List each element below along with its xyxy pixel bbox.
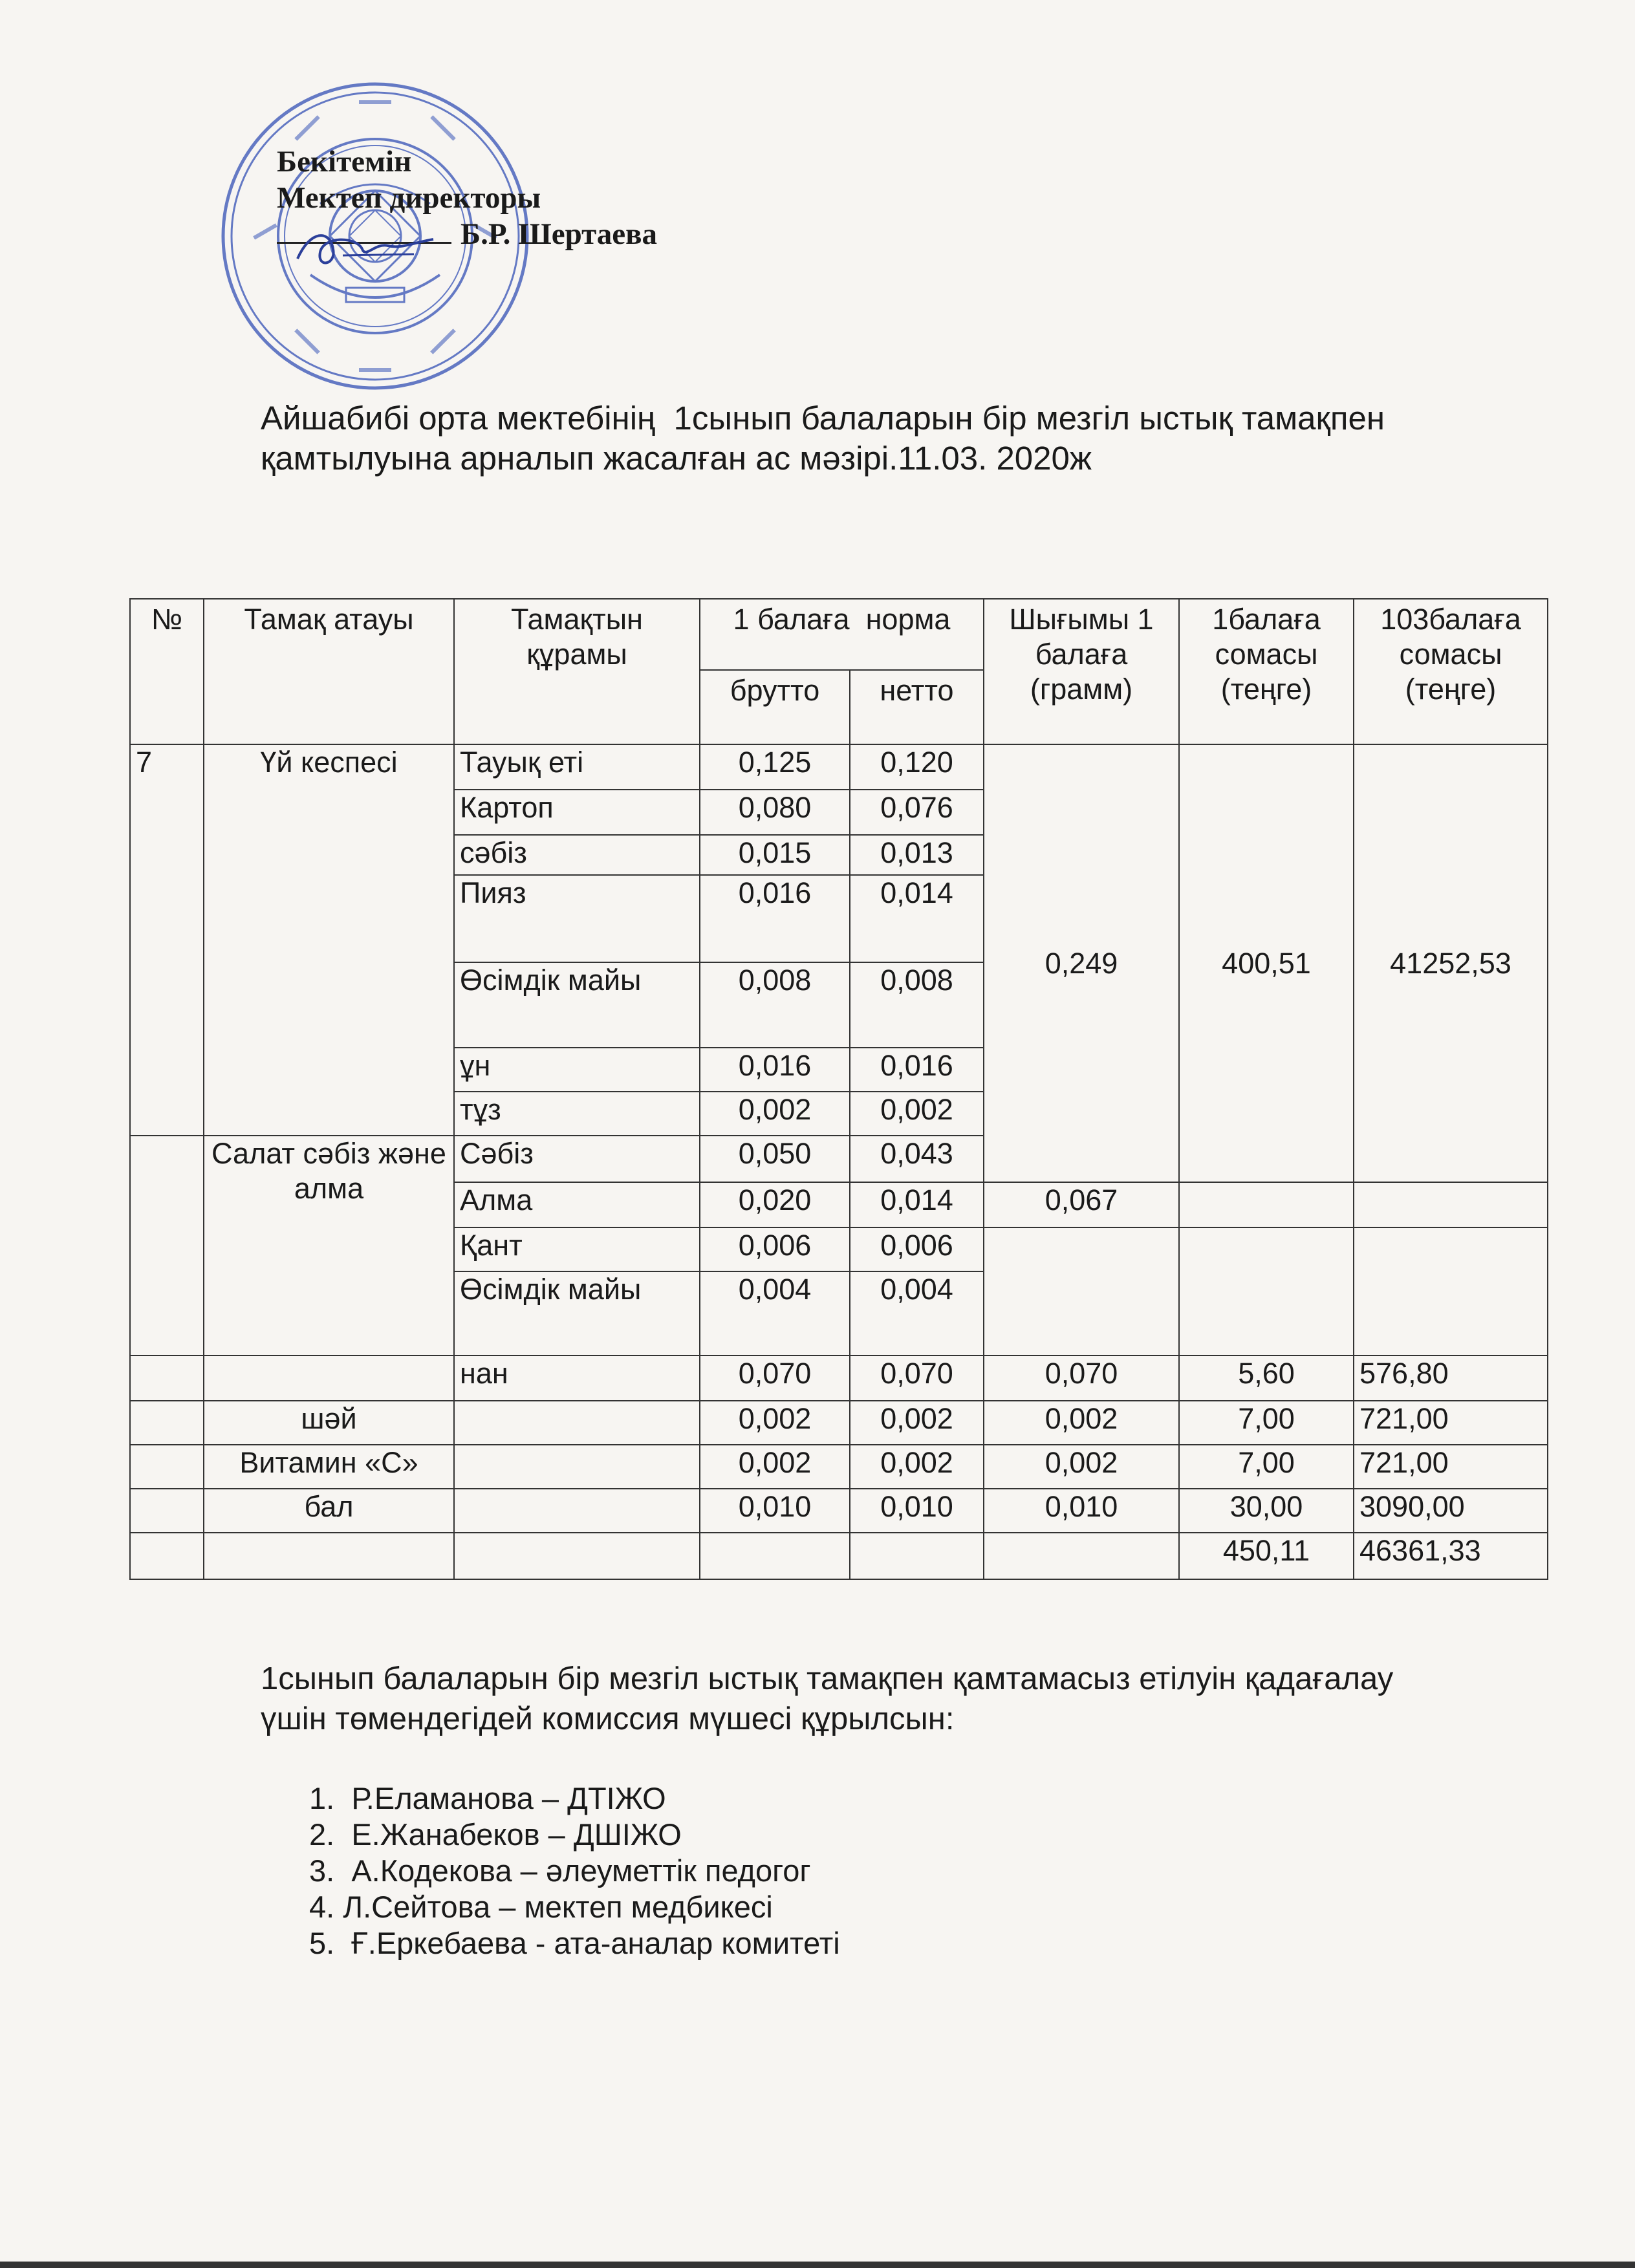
ingredient-name: тұз — [454, 1092, 700, 1136]
ingredient-name — [454, 1489, 700, 1533]
row-number-empty — [130, 1489, 204, 1533]
row-number-empty — [130, 1401, 204, 1445]
netto-value: 0,008 — [850, 962, 984, 1048]
cost1-empty — [1179, 1227, 1354, 1355]
header-output: Шығымы 1 балаға (грамм) — [984, 599, 1179, 744]
output-value: 0,010 — [984, 1489, 1179, 1533]
brutto-value: 0,080 — [700, 790, 850, 835]
brutto-value: 0,002 — [700, 1092, 850, 1136]
ingredient-name: Өсімдік майы — [454, 1271, 700, 1355]
list-item: 4. Л.Сейтова – мектеп медбикесі — [309, 1890, 773, 1924]
ingredient-name — [454, 1445, 700, 1489]
output-value: 0,002 — [984, 1445, 1179, 1489]
ingredient-name: нан — [454, 1355, 700, 1401]
menu-table — [129, 598, 1548, 1580]
total-empty — [984, 1533, 1179, 1579]
ingredient-name: Пияз — [454, 875, 700, 962]
cost103-value: 3090,00 — [1354, 1489, 1548, 1533]
table-row — [130, 1401, 1548, 1445]
brutto-value: 0,004 — [700, 1271, 850, 1355]
table-row — [130, 744, 1548, 790]
header-cost1: 1балаға сомасы (теңге) — [1179, 599, 1354, 744]
header-row — [130, 599, 1548, 670]
total-cost1: 450,11 — [1179, 1533, 1354, 1579]
cost103-value: 721,00 — [1354, 1401, 1548, 1445]
title-line-1: Айшабибі орта мектебінің 1сынып балаларын бір мезгіл ыстық тамақпен — [261, 400, 1385, 437]
total-empty — [700, 1533, 850, 1579]
netto-value: 0,002 — [850, 1445, 984, 1489]
total-row — [130, 1533, 1548, 1579]
netto-value: 0,002 — [850, 1092, 984, 1136]
total-empty — [454, 1533, 700, 1579]
dish-name: шәй — [204, 1401, 454, 1445]
director-signature — [285, 223, 446, 275]
total-empty — [850, 1533, 984, 1579]
cost1-value: 30,00 — [1179, 1489, 1354, 1533]
ingredient-name — [454, 1401, 700, 1445]
row-number-empty — [130, 1355, 204, 1401]
netto-value: 0,120 — [850, 744, 984, 790]
cost1-value: 5,60 — [1179, 1355, 1354, 1401]
list-item: 2. Е.Жанабеков – ДШІЖО — [309, 1817, 682, 1852]
list-item: 5. Ғ.Еркебаева - ата-аналар комитеті — [309, 1926, 840, 1960]
cost1-value: 400,51 — [1179, 744, 1354, 1182]
ingredient-name: сәбіз — [454, 835, 700, 875]
brutto-value: 0,008 — [700, 962, 850, 1048]
netto-value: 0,014 — [850, 875, 984, 962]
header-norm: 1 балаға норма — [700, 599, 984, 670]
document-title — [261, 398, 1489, 479]
scan-edge — [0, 2262, 1635, 2268]
list-item: 3. А.Кодекова – әлеуметтік педогог — [309, 1853, 811, 1888]
total-empty — [130, 1533, 204, 1579]
ingredient-name: Қант — [454, 1227, 700, 1271]
table-row — [130, 1489, 1548, 1533]
cost1-value: 7,00 — [1179, 1445, 1354, 1489]
row-number: 7 — [130, 744, 204, 1136]
brutto-value: 0,010 — [700, 1489, 850, 1533]
intro-line-2: үшін төмендегідей комиссия мүшесі құрылсын: — [261, 1701, 955, 1736]
output-empty — [984, 1227, 1179, 1355]
brutto-value: 0,070 — [700, 1355, 850, 1401]
ingredient-name: Алма — [454, 1182, 700, 1227]
brutto-value: 0,016 — [700, 875, 850, 962]
cost1-value: 7,00 — [1179, 1401, 1354, 1445]
row-number-empty — [130, 1445, 204, 1489]
output-value: 0,070 — [984, 1355, 1179, 1401]
ingredient-name: Өсімдік майы — [454, 962, 700, 1048]
approval-heading: Бекітемін — [277, 145, 412, 178]
header-dish: Тамақ атауы — [204, 599, 454, 744]
row-number-empty — [130, 1136, 204, 1355]
table-row — [130, 1355, 1548, 1401]
total-cost103: 46361,33 — [1354, 1533, 1548, 1579]
brutto-value: 0,020 — [700, 1182, 850, 1227]
dish-name: Үй кеспесі — [204, 744, 454, 1136]
header-cost103: 103балаға сомасы (теңге) — [1354, 599, 1548, 744]
commission-intro — [261, 1659, 1541, 1739]
netto-value: 0,013 — [850, 835, 984, 875]
header-no: № — [130, 599, 204, 744]
cost1-empty — [1179, 1182, 1354, 1227]
cost103-value: 721,00 — [1354, 1445, 1548, 1489]
netto-value: 0,002 — [850, 1401, 984, 1445]
cost103-value: 41252,53 — [1354, 744, 1548, 1182]
cost103-empty — [1354, 1227, 1548, 1355]
ingredient-name: Картоп — [454, 790, 700, 835]
approval-position: Мектеп директоры — [277, 181, 541, 215]
brutto-value: 0,015 — [700, 835, 850, 875]
table-row — [130, 1445, 1548, 1489]
total-empty — [204, 1533, 454, 1579]
header-brutto: брутто — [700, 670, 850, 744]
dish-name — [204, 1355, 454, 1401]
netto-value: 0,076 — [850, 790, 984, 835]
dish-name: Салат сәбіз және алма — [204, 1136, 454, 1355]
cost103-empty — [1354, 1182, 1548, 1227]
netto-value: 0,016 — [850, 1048, 984, 1092]
dish-name: бал — [204, 1489, 454, 1533]
title-line-2: қамтылуына арналып жасалған ас мәзірі.11.03. 2020ж — [261, 440, 1092, 477]
cost103-value: 576,80 — [1354, 1355, 1548, 1401]
ingredient-name: Тауық еті — [454, 744, 700, 790]
approval-name: Б.Р. Шертаева — [460, 217, 658, 251]
netto-value: 0,006 — [850, 1227, 984, 1271]
brutto-value: 0,002 — [700, 1445, 850, 1489]
netto-value: 0,004 — [850, 1271, 984, 1355]
output-value: 0,249 — [984, 744, 1179, 1182]
brutto-value: 0,006 — [700, 1227, 850, 1271]
list-item: 1. Р.Еламанова – ДТІЖО — [309, 1781, 666, 1815]
intro-line-1: 1сынып балаларын бір мезгіл ыстық тамақпен қамтамасыз етілуін қадағалау — [261, 1661, 1394, 1696]
netto-value: 0,010 — [850, 1489, 984, 1533]
netto-value: 0,070 — [850, 1355, 984, 1401]
dish-name: Витамин «С» — [204, 1445, 454, 1489]
brutto-value: 0,016 — [700, 1048, 850, 1092]
brutto-value: 0,050 — [700, 1136, 850, 1182]
netto-value: 0,043 — [850, 1136, 984, 1182]
ingredient-name: Сәбіз — [454, 1136, 700, 1182]
ingredient-name: ұн — [454, 1048, 700, 1092]
output-value: 0,067 — [984, 1182, 1179, 1227]
brutto-value: 0,002 — [700, 1401, 850, 1445]
header-netto: нетто — [850, 670, 984, 744]
header-composition: Тамақтын құрамы — [454, 599, 700, 744]
output-value: 0,002 — [984, 1401, 1179, 1445]
brutto-value: 0,125 — [700, 744, 850, 790]
commission-members-list — [309, 1780, 840, 1961]
netto-value: 0,014 — [850, 1182, 984, 1227]
